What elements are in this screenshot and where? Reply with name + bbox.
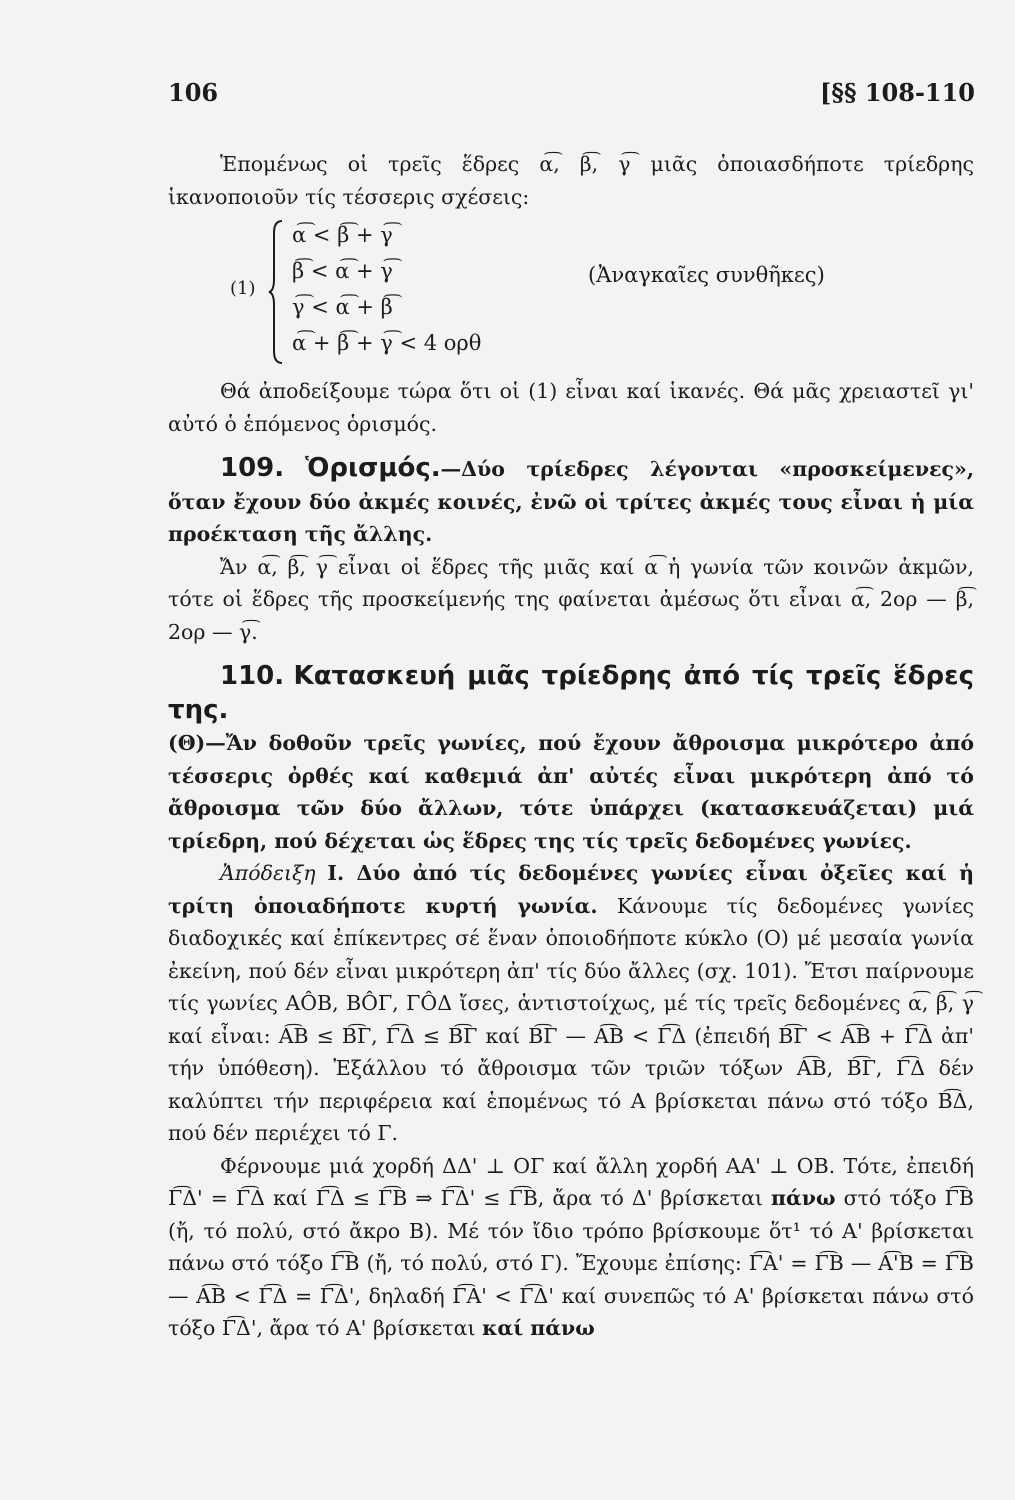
- section-109-paragraph: Ἄν α͡, β͡, γ͡ εἶναι οἱ ἕδρες τῆς μιᾶς καί α͡ ἡ γωνία τῶν κοινῶν ἀκμῶν, τότε οἱ ἕδρες τῆς προσκείμενής της φαίνεται ἀμέσως ὅτι εἶναι α͡, 2ορ — β͡, 2ορ — γ͡.: [168, 554, 974, 644]
- proof-label: Ἀπόδειξη: [220, 861, 316, 885]
- after-system-paragraph: Θά ἀποδείξουμε τώρα ὅτι οἱ (1) εἶναι καί ἱκανές. Θά μᾶς χρειαστεῖ γι' αὐτό ὁ ἑπόμενος ὁρισμός.: [168, 379, 974, 436]
- chord-paragraph: [168, 1150, 974, 1345]
- inequality-2: β͡ < α͡ + γ͡: [292, 259, 393, 283]
- section-110-heading: [168, 660, 974, 727]
- theorem-statement: (Θ)—Ἄν δοθοῦν τρεῖς γωνίες, πού ἔχουν ἄθροισμα μικρότερο ἀπό τέσσερις ὀρθές καί καθεμιά ἀπ' αὐτές εἶναι μικρότερη ἀπό τό ἄθροισμα τῶν δύο ἄλλων, τότε ὑπάρχει (κατασκευάζεται) μιά τρίεδρη, πού δέχεται ὡς ἕδρες της τίς τρεῖς δεδομένες γωνίες.: [168, 731, 974, 853]
- section-109-title: Ὁρισμός.: [305, 453, 441, 483]
- proof-case-1: Ι. Δύο ἀπό τίς δεδομένες γωνίες εἶναι ὀξεῖες καί ἡ τρίτη ὁποιαδήποτε κυρτή γωνία.: [168, 861, 974, 918]
- brace-icon: [268, 217, 286, 367]
- inequality-4: α͡ + β͡ + γ͡ < 4 ορθ: [292, 331, 482, 355]
- section-110-title: Κατασκευή μιᾶς τρίεδρης ἀπό τίς τρεῖς ἕδρες της.: [168, 661, 974, 725]
- intro-paragraph: Ἑπομένως οἱ τρεῖς ἕδρες α͡, β͡, γ͡ μιᾶς ὁποιασδήποτε τρίεδρης ἱκανοποιοῦν τίς τέσσερις σχέσεις:: [168, 152, 974, 209]
- inequality-3: γ͡ < α͡ + β͡: [292, 295, 393, 319]
- chord-text-a: Φέρνουμε μιά χορδή ΔΔ' ⊥ ΟΓ καί ἄλλη χορδή ΑΑ' ⊥ ΟΒ. Τότε, ἐπειδή Γ͡Δ' = Γ͡Δ καί Γ͡Δ ≤ Γ͡Β ⇒ Γ͡Δ' ≤ Γ͡Β, ἄρα τό Δ' βρίσκεται: [168, 1153, 974, 1210]
- proof-text: Κάνουμε τίς δεδομένες γωνίες διαδοχικές καί ἐπίκεντρες σέ ἕναν ὁποιοδήποτε κύκλο (Ο) μέ μεσαία γωνία ἐκείνη, πού δέν εἶναι μικρότερη ἀπ' τίς δύο ἄλλες (σχ. 101). Ἔτσι παίρνουμε τίς γωνίες ΑÔΒ, ΒÔΓ, ΓÔΔ ἴσες, ἀντιστοίχως, μέ τίς τρεῖς δεδομένες α͡, β͡, γ͡ καί εἶναι: Α͡Β ≤ Β͡Γ, Γ͡Δ ≤ Β͡Γ καί Β͡Γ — Α͡Β < Γ͡Δ (ἐπειδή Β͡Γ < Α͡Β + Γ͡Δ ἀπ' τήν ὑπόθεση). Ἐξάλλου τό ἄθροισμα τῶν τριῶν τόξων Α͡Β, Β͡Γ, Γ͡Δ δέν καλύπτει τήν περιφέρεια καί ἑπομένως τό Α βρίσκεται πάνω στό τόξο Β͡Δ, πού δέν περιέχει τό Γ.: [168, 893, 974, 1145]
- section-109-definition: —Δύο τρίεδρες λέγονται «προσκείμενες», ὅταν ἔχουν δύο ἀκμές κοινές, ἐνῶ οἱ τρίτες ἀκμές τους εἶναι ἡ μία προέκταση τῆς ἄλλης.: [168, 457, 974, 546]
- section-109-number: 109.: [220, 453, 285, 483]
- inequality-1: α͡ < β͡ + γ͡: [292, 223, 393, 247]
- section-109: [168, 452, 974, 551]
- inequality-system: [168, 217, 974, 369]
- proof-paragraph: [168, 857, 974, 1150]
- section-110-number: 110.: [220, 661, 285, 691]
- necessary-conditions-note: (Ἀναγκαῖες συνθῆκες): [588, 263, 825, 287]
- system-lines: [292, 217, 481, 361]
- system-label: (1): [230, 278, 256, 299]
- page-body: [168, 148, 974, 1345]
- chord-text-c: στό τόξο Γ͡Β (ἤ, τό πολύ, στό ἄκρο Β). Μέ τόν ἴδιο τρόπο βρίσκουμε ὅτ¹ τό Α' βρίσκεται πάνω στό τόξο Γ͡Β (ἤ, τό πολύ, στό Γ). Ἔχουμε ἐπίσης: Γ͡Α' = Γ͡Β — Α͡'Β = Γ͡Β — Α͡Β < Γ͡Δ = Γ͡Δ', δηλαδή Γ͡Α' < Γ͡Δ' καί συνεπῶς τό Α' βρίσκεται πάνω στό τόξο Γ͡Δ', ἄρα τό Α' βρίσκεται: [168, 1186, 974, 1340]
- section-reference: [§§ 108-110: [820, 78, 975, 107]
- chord-text-d: καί πάνω: [482, 1316, 595, 1340]
- chord-text-b: πάνω: [771, 1186, 836, 1210]
- page-number: 106: [168, 78, 219, 107]
